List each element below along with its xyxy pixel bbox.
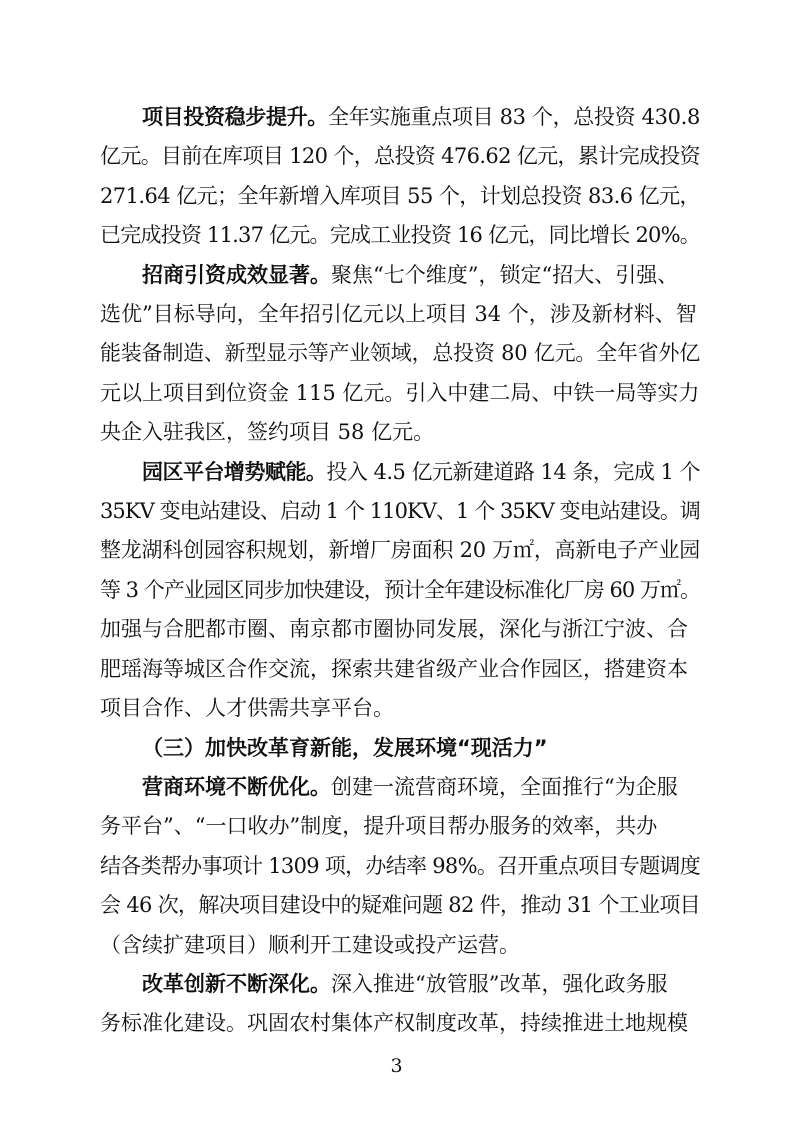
paragraph-line: （含续扩建项目）顺利开工建设或投产运营。 (100, 932, 520, 957)
paragraph-lead: 改革创新不断深化。 (142, 971, 331, 996)
paragraph-line: 271.64 亿元；全年新增入库项目 55 个，计划总投资 83.6 亿元， (100, 183, 700, 208)
paragraph-lead: 营商环境不断优化。 (142, 774, 331, 799)
paragraph-investment-attraction (100, 256, 700, 453)
section-heading: （三）加快改革育新能，发展环境“现活力” (142, 735, 548, 760)
paragraph-line: 深入推进“放管服”改革，强化政务服 (331, 971, 668, 996)
paragraph-line: 投入 4.5 亿元新建道路 14 条，完成 1 个 (326, 459, 700, 484)
paragraph-line: 肥瑶海等城区合作交流，探索共建省级产业合作园区，搭建资本 (100, 656, 688, 681)
paragraph-line: 务标准化建设。巩固农村集体产权制度改革，持续推进土地规模 (100, 1011, 688, 1036)
paragraph-line: 选优”目标导向，全年招引亿元以上项目 34 个，涉及新材料、智 (100, 302, 697, 327)
paragraph-line: 等 3 个产业园区同步加快建设，预计全年建设标准化厂房 60 万㎡。 (100, 577, 700, 602)
paragraph-line: 已完成投资 11.37 亿元。完成工业投资 16 亿元，同比增长 20%。 (100, 223, 700, 248)
paragraph-lead: 项目投资稳步提升。 (142, 105, 328, 129)
paragraph-park-platform (100, 453, 700, 729)
paragraph-line: 加强与合肥都市圈、南京都市圈协同发展，深化与浙江宁波、合 (100, 617, 688, 642)
paragraph-project-investment (100, 98, 700, 256)
paragraph-line: 结各类帮办事项计 1309 项，办结率 98%。召开重点项目专题调度 (100, 853, 701, 878)
paragraph-line: 项目合作、人才供需共享平台。 (100, 696, 394, 721)
paragraph-line: 全年实施重点项目 83 个，总投资 430.8 (327, 105, 700, 129)
paragraph-line: 会 46 次，解决项目建设中的疑难问题 82 件，推动 31 个工业项目 (100, 893, 700, 918)
paragraph-line: 央企入驻我区，签约项目 58 亿元。 (100, 420, 435, 445)
paragraph-line: 务平台”、“一口收办”制度，提升项目帮办服务的效率，共办 (100, 814, 658, 839)
paragraph-line: 元以上项目到位资金 115 亿元。引入中建二局、中铁一局等实力 (100, 380, 700, 405)
paragraph-lead: 招商引资成效显著。 (142, 262, 331, 287)
paragraph-lead: 园区平台增势赋能。 (142, 459, 327, 484)
paragraph-line: 35KV 变电站建设、启动 1 个 110KV、1 个 35KV 变电站建设。调 (100, 499, 700, 524)
paragraph-line: 整龙湖科创园容积规划，新增厂房面积 20 万㎡，高新电子产业园 (100, 538, 701, 563)
paragraph-line: 创建一流营商环境，全面推行“为企服 (331, 774, 678, 799)
paragraph-business-environment (100, 768, 700, 965)
paragraph-line: 聚焦“七个维度”，锁定“招大、引强、 (331, 262, 679, 287)
paragraph-line: 能装备制造、新型显示等产业领域，总投资 80 亿元。全年省外亿 (100, 341, 701, 366)
page-number: 3 (390, 1055, 403, 1077)
paragraph-reform-innovation (100, 965, 700, 1044)
document-body (100, 98, 700, 1044)
paragraph-line: 亿元。目前在库项目 120 个，总投资 476.62 亿元，累计完成投资 (100, 144, 701, 169)
